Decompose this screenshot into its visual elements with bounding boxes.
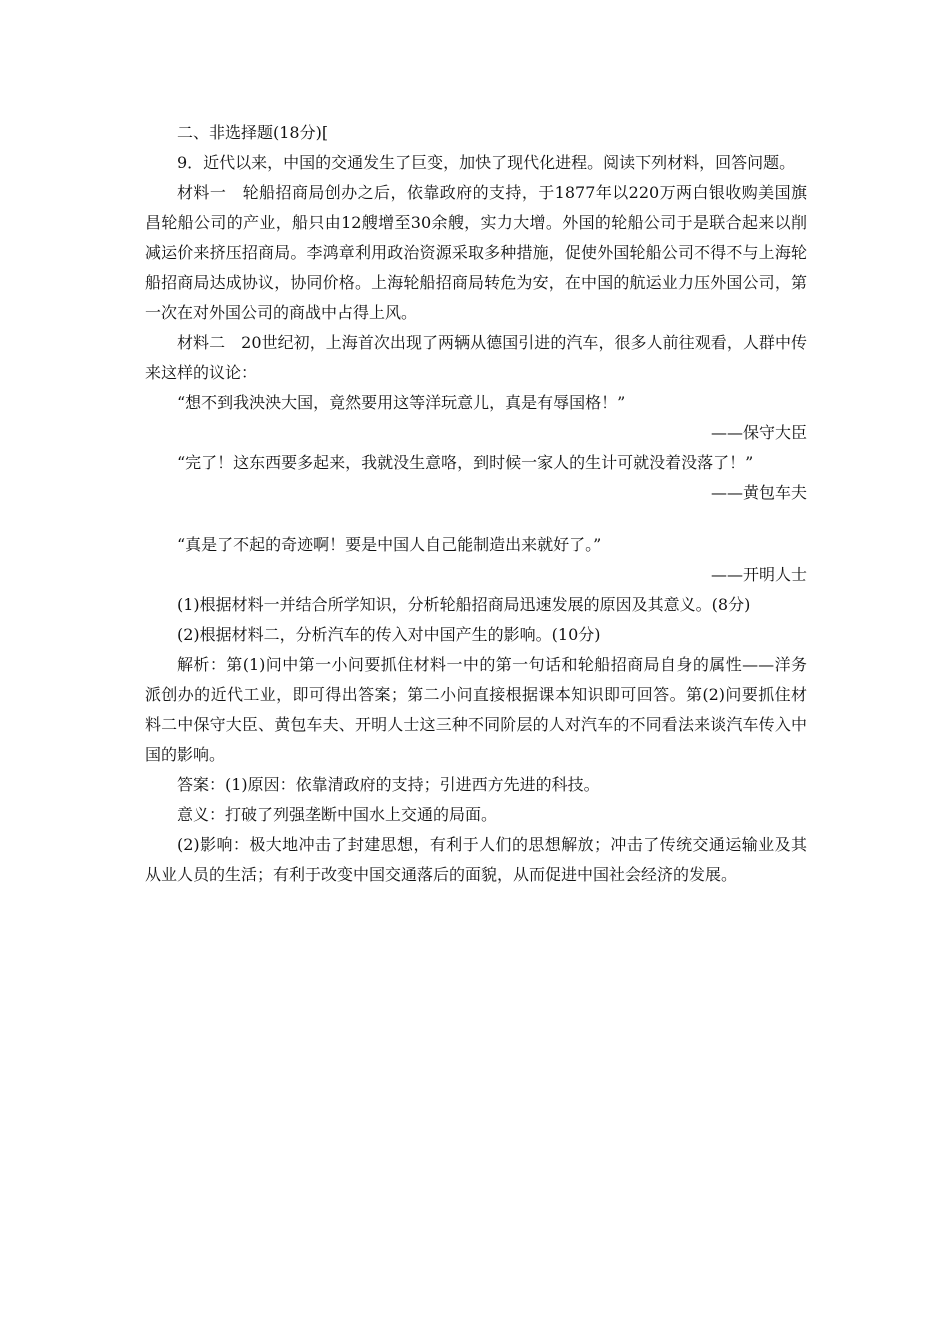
quote-speaker-rickshaw-puller: ——黄包车夫 <box>710 483 807 502</box>
quote-conservative-minister: “想不到我泱泱大国，竟然要用这等洋玩意儿，真是有辱国格！” <box>177 393 626 412</box>
answer-line-three: (2)影响：极大地冲击了封建思想，有利于人们的思想解放；冲击了传统交通运输业及其从业人员的生活；有利于改变中国交通落后的面貌，从而促进中国社会经济的发展。 <box>145 835 807 884</box>
quote-speaker-conservative-minister: ——保守大臣 <box>710 423 807 442</box>
answer-line-one: 答案：(1)原因：依靠清政府的支持；引进西方先进的科技。 <box>177 775 600 794</box>
sub-question-two: (2)根据材料二，分析汽车的传入对中国产生的影响。(10分) <box>177 625 601 644</box>
question-stem: 9．近代以来，中国的交通发生了巨变，加快了现代化进程。阅读下列材料，回答问题。 <box>177 153 796 172</box>
section-title: 二、非选择题(18分)[ <box>177 123 329 142</box>
answer-line-two: 意义：打破了列强垄断中国水上交通的局面。 <box>177 805 498 824</box>
material-one: 材料一 轮船招商局创办之后，依靠政府的支持，于1877年以220万两白银收购美国旗昌轮船公司的产业，船只由12艘增至30余艘，实力大增。外国的轮船公司于是联合起来以削减运价来挤压招商局。李鸿章利用政治资源采取多种措施，促使外国轮船公司不得不与上海轮船招商局达成协议，协同价格。上海轮船招商局转危为安，在中国的航运业力压外国公司，第一次在对外国公司的商战中占得上风。 <box>145 183 807 322</box>
material-two-intro: 材料二 20世纪初，上海首次出现了两辆从德国引进的汽车，很多人前往观看，人群中传来这样的议论： <box>145 333 807 382</box>
sub-question-one: (1)根据材料一并结合所学知识，分析轮船招商局迅速发展的原因及其意义。(8分) <box>177 595 751 614</box>
quote-speaker-enlightened-person: ——开明人士 <box>710 565 807 584</box>
blank-spacer <box>145 508 807 530</box>
quote-enlightened-person: “真是了不起的奇迹啊！要是中国人自己能制造出来就好了。” <box>177 535 602 554</box>
document-content <box>145 118 807 890</box>
analysis-paragraph: 解析：第(1)问中第一小问要抓住材料一中的第一句话和轮船招商局自身的属性——洋务派创办的近代工业，即可得出答案；第二小问直接根据课本知识即可回答。第(2)问要抓住材料二中保守大臣、黄包车夫、开明人士这三种不同阶层的人对汽车的不同看法来谈汽车传入中国的影响。 <box>145 655 807 764</box>
quote-rickshaw-puller: “完了！这东西要多起来，我就没生意咯，到时候一家人的生计可就没着没落了！” <box>177 453 754 472</box>
